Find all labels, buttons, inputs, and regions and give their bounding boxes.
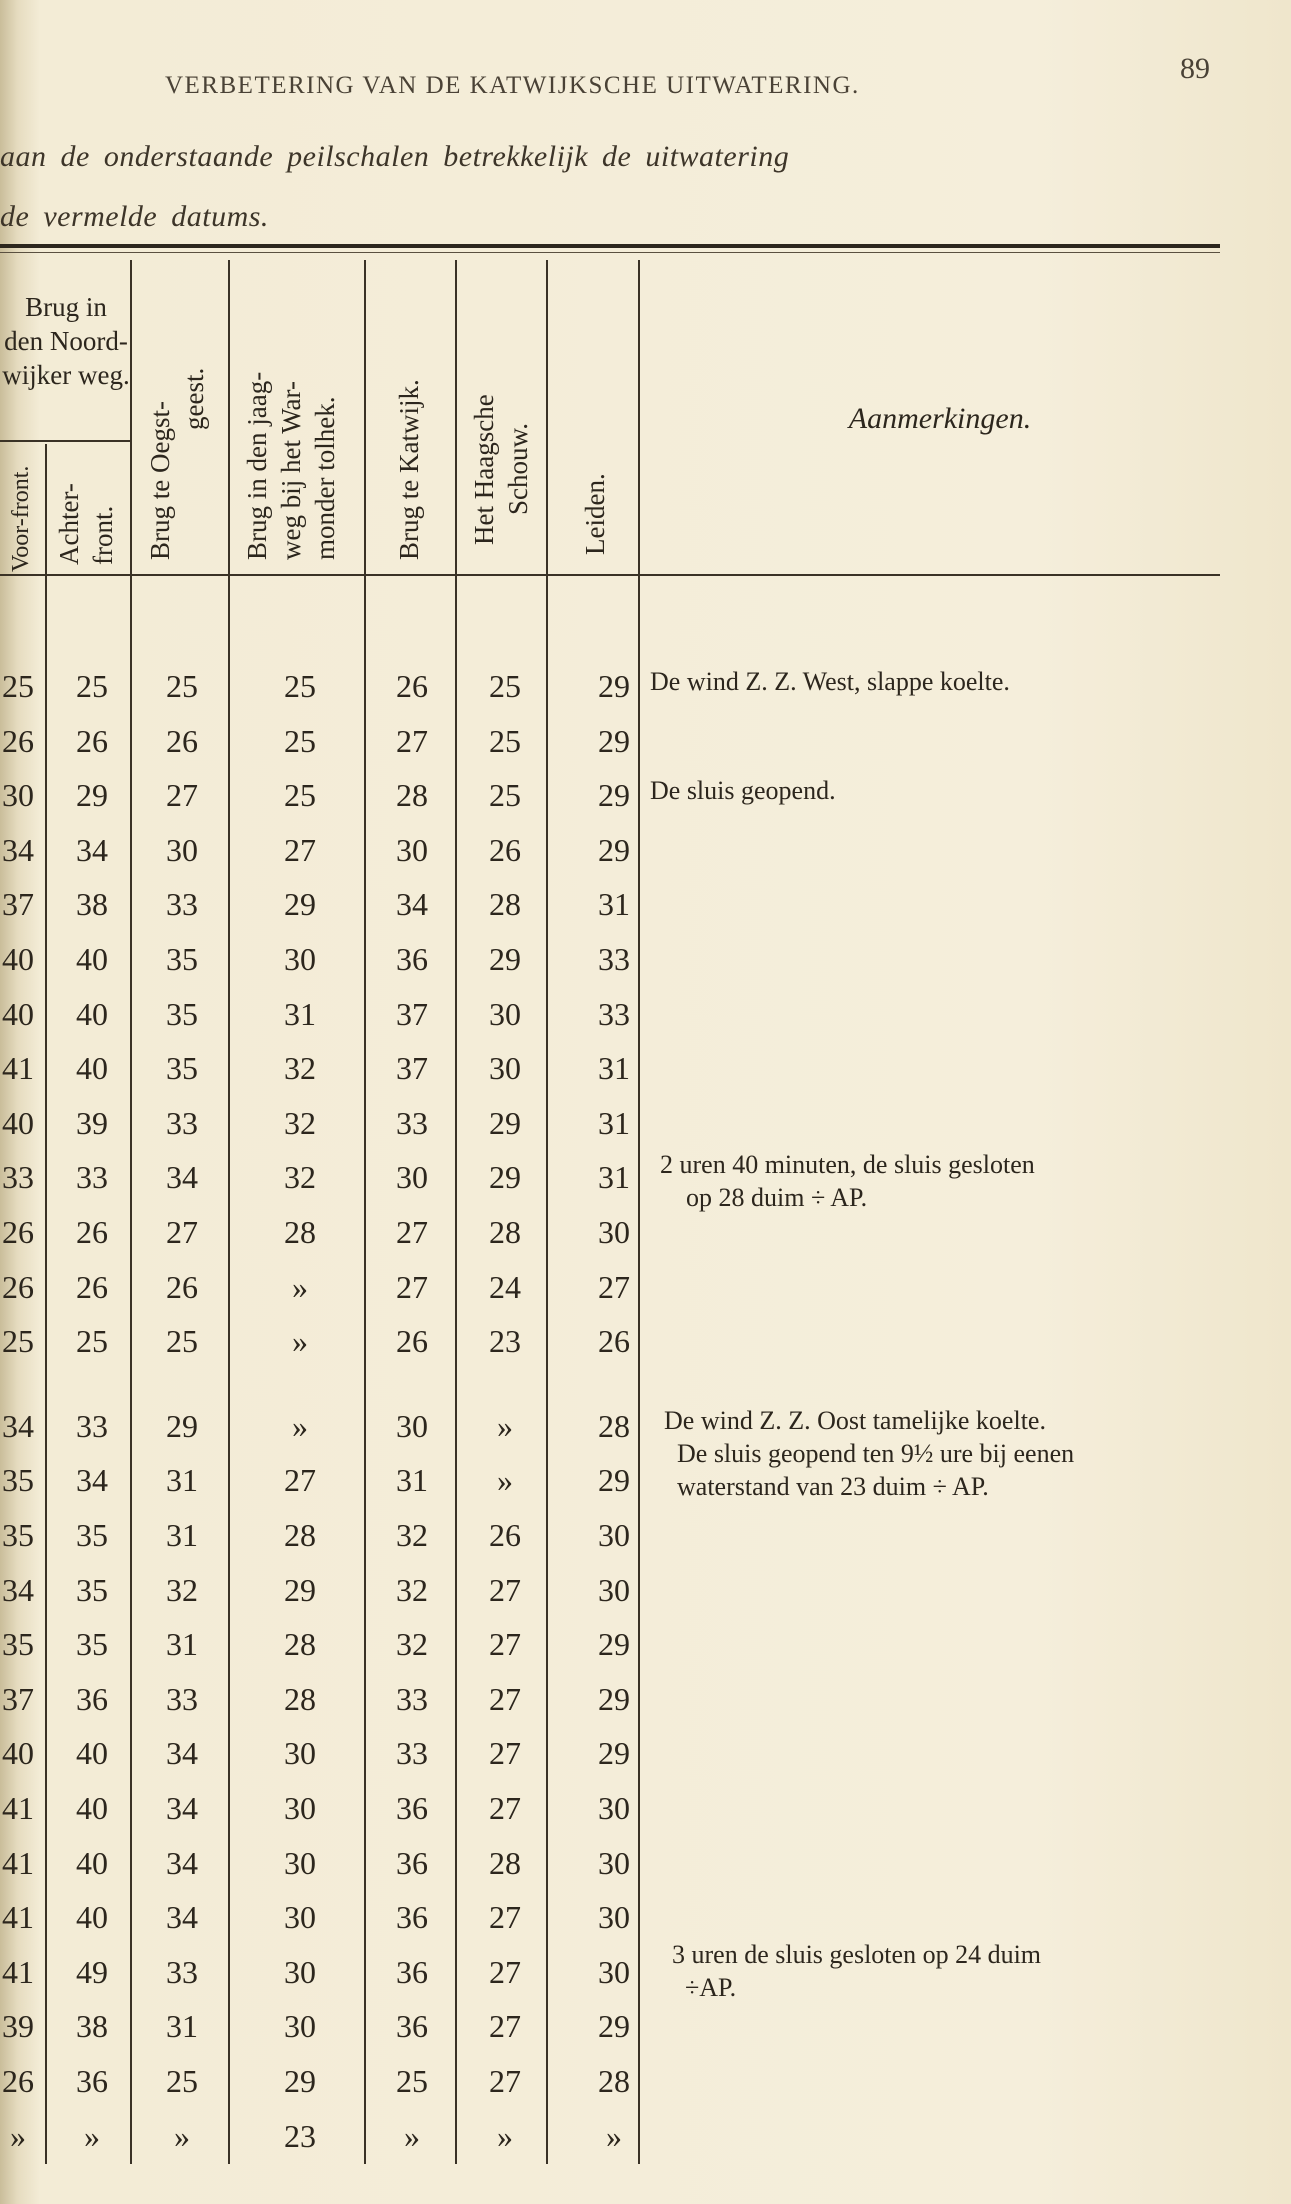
cell-brug-oegstgeest: 34 [166,1844,198,1881]
cell-leiden: 30 [598,1844,630,1881]
cell-leiden: 30 [598,1517,630,1553]
cell-leiden: » [606,2117,622,2154]
cell-brug-jaagweg: 25 [284,722,316,759]
cell-brug-noordwijker-voorfront: 34 [2,831,34,868]
cell-brug-jaagweg: 28 [284,1626,316,1663]
cell-brug-katwijk: 30 [396,831,428,868]
cell-brug-oegstgeest: 31 [166,1626,198,1663]
cell-brug-oegstgeest: 35 [166,995,198,1032]
cell-haagsche-schouw: 27 [489,1953,521,1990]
cell-brug-noordwijker-voorfront: 41 [2,1899,34,1936]
cell-brug-jaagweg: 32 [284,1050,316,1087]
remark-line: De wind Z. Z. Oost tamelijke koelte. [664,1406,1046,1435]
cell-leiden: 29 [598,1680,630,1717]
cell-haagsche-schouw: 25 [489,777,521,814]
cell-haagsche-schouw: 29 [489,1159,521,1196]
cell-brug-jaagweg: 29 [284,2063,316,2099]
cell-brug-oegstgeest: 25 [166,668,198,704]
cell-brug-katwijk: » [404,2117,420,2154]
cell-brug-noordwijker-voorfront: 25 [2,1323,34,1360]
cell-brug-oegstgeest: 31 [166,1517,198,1553]
header-haagsche-schouw [467,394,535,545]
cell-brug-katwijk: 36 [396,1953,428,1990]
header-line: Schouw. [503,423,533,515]
header-line: monder tolhek. [310,396,340,560]
header-aanmerkingen: Aanmerkingen. [848,402,1032,435]
cell-brug-noordwijker-achterfront: 38 [76,2008,108,2045]
header-line: Brug in den jaag- [242,371,272,560]
cell-haagsche-schouw: 30 [489,995,521,1032]
cell-brug-katwijk: 37 [396,995,428,1032]
remark-line: ÷AP. [685,1973,737,2002]
cell-haagsche-schouw: 27 [489,1790,521,1826]
cell-brug-jaagweg: 32 [284,1159,316,1196]
page-number: 89 [1180,52,1210,85]
cell-brug-noordwijker-voorfront: 35 [2,1462,34,1499]
header-voorfront: Voor-front. [8,465,34,572]
cell-haagsche-schouw: 26 [489,831,521,868]
cell-brug-jaagweg: 30 [284,1735,316,1772]
cell-brug-jaagweg: 30 [284,1953,316,1990]
cell-brug-oegstgeest: 33 [166,1953,198,1990]
header-brug-katwijk: Brug te Katwijk. [394,379,424,560]
cell-brug-noordwijker-achterfront: 34 [76,1462,108,1499]
cell-leiden: 29 [598,2008,630,2045]
cell-brug-jaagweg: 30 [284,2008,316,2045]
cell-brug-katwijk: 36 [396,941,428,977]
cell-brug-katwijk: 36 [396,1790,428,1826]
cell-brug-noordwijker-achterfront: 40 [76,1735,108,1772]
header-brug-noordwijker [2,290,130,392]
cell-haagsche-schouw: 27 [489,1680,521,1717]
remark-line: op 28 duim ÷ AP. [686,1183,868,1212]
cell-brug-katwijk: 28 [396,777,428,814]
cell-haagsche-schouw: 25 [489,668,521,704]
cell-brug-jaagweg: 29 [284,1571,316,1608]
cell-brug-katwijk: 27 [396,1214,428,1250]
remark-line: 3 uren de sluis gesloten op 24 duim [672,1940,1042,1969]
cell-brug-jaagweg: » [292,1268,308,1305]
cell-brug-noordwijker-voorfront: 34 [2,1407,34,1444]
header-bottom-rule [0,574,1220,576]
remark-sluis-gesloten-2 [672,1938,1041,2004]
cell-brug-oegstgeest: 33 [166,1680,198,1717]
cell-brug-oegstgeest: 32 [166,1571,198,1608]
cell-leiden: 29 [598,1462,630,1499]
cell-brug-katwijk: 36 [396,2008,428,2045]
cell-brug-oegstgeest: 26 [166,722,198,759]
header-line: geest. [179,367,209,430]
header-line: Het Haagsche [469,394,499,545]
header-line: den Noord- [4,326,128,356]
cell-brug-noordwijker-achterfront: 40 [76,941,108,977]
cell-brug-oegstgeest: 34 [166,1159,198,1196]
cell-brug-katwijk: 36 [396,1899,428,1936]
cell-brug-noordwijker-voorfront: 40 [2,1104,34,1141]
cell-brug-jaagweg: 28 [284,1517,316,1553]
cell-haagsche-schouw: 24 [489,1268,521,1305]
cell-brug-jaagweg: 30 [284,1790,316,1826]
cell-brug-noordwijker-achterfront: 40 [76,1790,108,1826]
cell-leiden: 33 [598,995,630,1032]
cell-brug-oegstgeest: 27 [166,1214,198,1250]
cell-brug-jaagweg: 23 [284,2117,316,2154]
cell-leiden: 30 [598,1571,630,1608]
cell-haagsche-schouw: 27 [489,2063,521,2099]
cell-brug-katwijk: 37 [396,1050,428,1087]
cell-brug-jaagweg: 29 [284,886,316,923]
cell-leiden: 33 [598,941,630,977]
cell-brug-katwijk: 33 [396,1735,428,1772]
cell-brug-noordwijker-voorfront: 26 [2,2063,34,2099]
cell-brug-jaagweg: 28 [284,1680,316,1717]
cell-leiden: 29 [598,722,630,759]
cell-brug-oegstgeest: 26 [166,1268,198,1305]
cell-brug-noordwijker-voorfront: 41 [2,1844,34,1881]
header-line: front. [88,505,118,565]
cell-brug-oegstgeest: 25 [166,1323,198,1360]
remark-line: 2 uren 40 minuten, de sluis gesloten [660,1150,1035,1179]
header-brug-oegstgeest [143,368,211,560]
remark-sluis-gesloten-1 [660,1148,1035,1214]
cell-brug-noordwijker-voorfront: 39 [2,2008,34,2045]
cell-brug-noordwijker-achterfront: 40 [76,1844,108,1881]
cell-brug-noordwijker-voorfront: 41 [2,1790,34,1826]
cell-brug-noordwijker-achterfront: 49 [76,1953,108,1990]
header-brug-jaagweg [240,372,342,560]
cell-leiden: 31 [598,1104,630,1141]
cell-leiden: 27 [598,1268,630,1305]
header-leiden: Leiden. [580,473,610,555]
cell-brug-jaagweg: 27 [284,1462,316,1499]
cell-brug-noordwijker-voorfront: 33 [2,1159,34,1196]
cell-brug-jaagweg: 32 [284,1104,316,1141]
cell-brug-noordwijker-achterfront: 34 [76,831,108,868]
cell-brug-noordwijker-achterfront: 40 [76,1050,108,1087]
cell-brug-katwijk: 31 [396,1462,428,1499]
cell-brug-oegstgeest: 31 [166,1462,198,1499]
cell-brug-oegstgeest: 33 [166,886,198,923]
cell-brug-oegstgeest: 35 [166,941,198,977]
cell-haagsche-schouw: 29 [489,941,521,977]
cell-haagsche-schouw: 26 [489,1517,521,1553]
header-line: wijker weg. [2,360,130,390]
cell-leiden: 30 [598,1953,630,1990]
cell-brug-noordwijker-achterfront: 40 [76,995,108,1032]
remark-line: waterstand van 23 duim ÷ AP. [677,1472,989,1501]
header-line: Brug te Oegst- [145,401,175,560]
cell-leiden: 29 [598,831,630,868]
cell-brug-jaagweg: » [292,1323,308,1360]
cell-brug-noordwijker-voorfront: 41 [2,1050,34,1087]
cell-brug-katwijk: 27 [396,1268,428,1305]
cell-haagsche-schouw: » [497,1462,513,1499]
cell-brug-katwijk: 32 [396,1571,428,1608]
cell-brug-noordwijker-voorfront: 41 [2,1953,34,1990]
cell-brug-noordwijker-voorfront: 26 [2,1214,34,1250]
cell-brug-katwijk: 34 [396,886,428,923]
header-underline [0,440,130,442]
cell-leiden: 29 [598,777,630,814]
cell-brug-noordwijker-achterfront: 38 [76,886,108,923]
cell-haagsche-schouw: 28 [489,886,521,923]
header-line: Achter- [54,483,84,565]
cell-brug-jaagweg: 30 [284,1899,316,1936]
cell-leiden: 28 [598,2063,630,2099]
remark-sluis-geopend: De sluis geopend. [650,776,836,805]
cell-haagsche-schouw: 30 [489,1050,521,1087]
intro-line-1: aan de onderstaande peilschalen betrekkelijk de uitwatering [0,140,790,173]
cell-haagsche-schouw: 23 [489,1323,521,1360]
cell-brug-noordwijker-voorfront: 40 [2,1735,34,1772]
cell-leiden: 30 [598,1790,630,1826]
cell-brug-noordwijker-achterfront: 26 [76,722,108,759]
cell-haagsche-schouw: 27 [489,1571,521,1608]
cell-brug-noordwijker-achterfront: 40 [76,1899,108,1936]
cell-brug-katwijk: 25 [396,2063,428,2099]
cell-brug-noordwijker-voorfront: 40 [2,995,34,1032]
column-divider [455,260,457,2164]
cell-brug-noordwijker-achterfront: 35 [76,1626,108,1663]
cell-haagsche-schouw: 28 [489,1214,521,1250]
header-line: Brug in [25,292,107,322]
cell-brug-noordwijker-voorfront: 35 [2,1626,34,1663]
remark-wind-west: De wind Z. Z. West, slappe koelte. [650,667,1010,696]
cell-brug-noordwijker-voorfront: » [10,2117,26,2154]
cell-leiden: 28 [598,1407,630,1444]
cell-brug-katwijk: 30 [396,1407,428,1444]
cell-brug-katwijk: 33 [396,1104,428,1141]
cell-brug-jaagweg: 31 [284,995,316,1032]
cell-brug-noordwijker-achterfront: 25 [76,668,108,704]
cell-brug-noordwijker-achterfront: 26 [76,1214,108,1250]
cell-brug-noordwijker-achterfront: 39 [76,1104,108,1141]
cell-haagsche-schouw: 27 [489,1735,521,1772]
cell-brug-noordwijker-voorfront: 37 [2,1680,34,1717]
running-head: VERBETERING VAN DE KATWIJKSCHE UITWATERING. [165,72,860,99]
cell-leiden: 31 [598,886,630,923]
cell-brug-oegstgeest: 25 [166,2063,198,2099]
cell-brug-oegstgeest: 34 [166,1735,198,1772]
cell-brug-jaagweg: 30 [284,941,316,977]
table-top-rule [0,244,1220,248]
cell-brug-noordwijker-achterfront: » [84,2117,100,2154]
cell-brug-noordwijker-voorfront: 40 [2,941,34,977]
cell-haagsche-schouw: » [497,2117,513,2154]
cell-brug-katwijk: 36 [396,1844,428,1881]
column-divider [546,260,548,2164]
cell-brug-noordwijker-voorfront: 37 [2,886,34,923]
cell-leiden: 30 [598,1214,630,1250]
cell-brug-oegstgeest: 35 [166,1050,198,1087]
cell-brug-noordwijker-achterfront: 33 [76,1159,108,1196]
cell-leiden: 29 [598,668,630,704]
remark-line: De sluis geopend ten 9½ ure bij eenen [677,1439,1075,1468]
cell-brug-oegstgeest: 34 [166,1790,198,1826]
cell-brug-noordwijker-achterfront: 26 [76,1268,108,1305]
cell-brug-noordwijker-voorfront: 26 [2,722,34,759]
cell-brug-katwijk: 32 [396,1517,428,1553]
cell-leiden: 29 [598,1626,630,1663]
cell-brug-noordwijker-achterfront: 29 [76,777,108,814]
remark-wind-oost [664,1404,1074,1503]
cell-brug-katwijk: 32 [396,1626,428,1663]
cell-brug-noordwijker-voorfront: 34 [2,1571,34,1608]
cell-leiden: 31 [598,1159,630,1196]
cell-brug-noordwijker-achterfront: 35 [76,1517,108,1553]
cell-brug-noordwijker-voorfront: 35 [2,1517,34,1553]
cell-brug-katwijk: 33 [396,1680,428,1717]
cell-haagsche-schouw: 29 [489,1104,521,1141]
table-top-rule-thin [0,252,1220,253]
cell-brug-jaagweg: 25 [284,668,316,704]
cell-haagsche-schouw: 27 [489,2008,521,2045]
cell-haagsche-schouw: 27 [489,1899,521,1936]
cell-brug-jaagweg: 28 [284,1214,316,1250]
cell-haagsche-schouw: » [497,1407,513,1444]
cell-brug-oegstgeest: 31 [166,2008,198,2045]
column-divider [228,260,230,2164]
column-divider [364,260,366,2164]
cell-brug-oegstgeest: » [174,2117,190,2154]
cell-brug-oegstgeest: 30 [166,831,198,868]
cell-brug-noordwijker-achterfront: 25 [76,1323,108,1360]
cell-haagsche-schouw: 28 [489,1844,521,1881]
cell-brug-katwijk: 26 [396,668,428,704]
cell-brug-jaagweg: » [292,1407,308,1444]
cell-leiden: 31 [598,1050,630,1087]
cell-leiden: 30 [598,1899,630,1936]
cell-brug-noordwijker-voorfront: 25 [2,668,34,704]
header-line: weg bij het War- [276,381,306,560]
cell-brug-katwijk: 27 [396,722,428,759]
cell-brug-noordwijker-achterfront: 36 [76,2063,108,2099]
cell-brug-noordwijker-achterfront: 36 [76,1680,108,1717]
header-achterfront [52,483,120,565]
cell-brug-noordwijker-achterfront: 35 [76,1571,108,1608]
cell-brug-oegstgeest: 33 [166,1104,198,1141]
cell-leiden: 29 [598,1735,630,1772]
intro-line-2: de vermelde datums. [0,200,269,233]
cell-brug-jaagweg: 27 [284,831,316,868]
cell-brug-noordwijker-voorfront: 30 [2,777,34,814]
cell-brug-oegstgeest: 34 [166,1899,198,1936]
cell-brug-katwijk: 26 [396,1323,428,1360]
cell-brug-katwijk: 30 [396,1159,428,1196]
cell-leiden: 26 [598,1323,630,1360]
cell-brug-noordwijker-voorfront: 26 [2,1268,34,1305]
cell-brug-oegstgeest: 27 [166,777,198,814]
cell-brug-jaagweg: 30 [284,1844,316,1881]
cell-haagsche-schouw: 25 [489,722,521,759]
cell-brug-oegstgeest: 29 [166,1407,198,1444]
cell-haagsche-schouw: 27 [489,1626,521,1663]
cell-brug-jaagweg: 25 [284,777,316,814]
cell-brug-noordwijker-achterfront: 33 [76,1407,108,1444]
